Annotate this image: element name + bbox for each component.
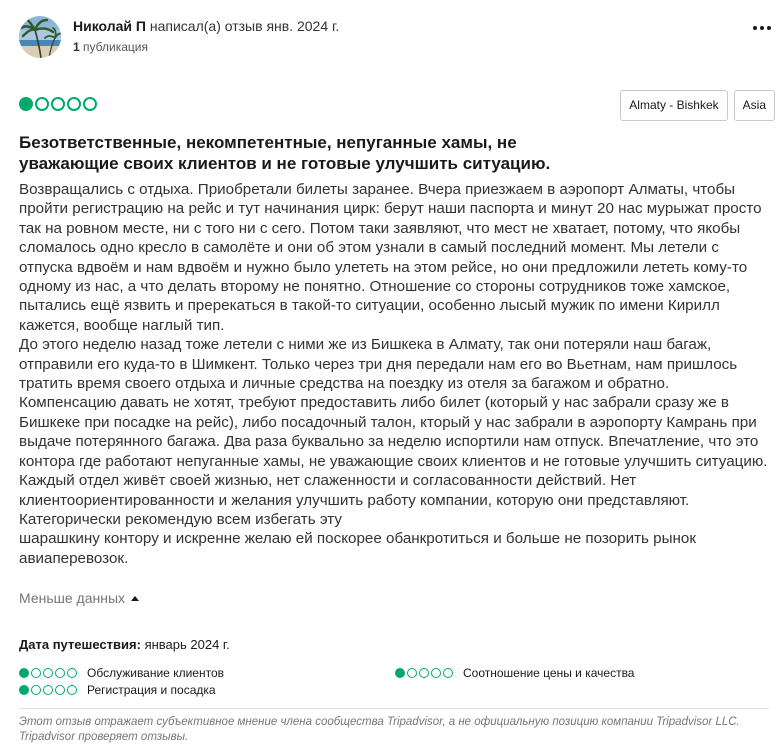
bubble-empty-icon [419,668,429,678]
bubble-filled-icon [19,97,33,111]
review-body [19,180,769,568]
tag-region[interactable]: Asia [734,90,775,121]
avatar-image [19,16,61,58]
travel-date-value: январь 2024 г. [144,637,230,652]
bubble-empty-icon [431,668,441,678]
tag-route[interactable]: Almaty - Bishkek [620,90,727,121]
subrating-bubbles [395,668,453,678]
author-action: написал(а) отзыв янв. 2024 г. [149,18,340,34]
bubble-empty-icon [83,97,97,111]
bubble-filled-icon [395,668,405,678]
caret-up-icon [131,596,139,601]
bubble-empty-icon [407,668,417,678]
subrating-checkin [19,682,216,698]
subrating-bubbles [19,668,77,678]
publications-count: 1 [73,40,80,54]
review-header [19,13,779,63]
publications-label: публикация [83,40,148,54]
bubble-empty-icon [55,685,65,695]
review-title[interactable]: Безответственные, некомпетентные, непуганные хамы, не уважающие своих клиентов и не готовые улучшить ситуацию. [19,133,551,173]
bubble-empty-icon [67,668,77,678]
trip-tags [620,90,775,121]
bubble-empty-icon [31,685,41,695]
review-paragraph: До этого неделю назад тоже летели с ними же из Бишкека в Алмату, так они потеряли наш багаж, отправили его куда-то в Шимкент. Только через три дня передали нам его во Вьетнам, нам пришлось тратить время своего отдыха и личные средства на поездку из отеля за багажом и обратно. Компенсацию давать не хотят, требуют предоставить либо билет (который у нас забрали сразу же в Бишкеке при посадке на рейс), либо посадочный талон, кторый у нас забрали в аэропорту Камрань при выдаче потерянного багажа. Два раза буквально за неделю испортили нам отпуск. Впечатление, что это контора где работают непуганные хамы, не уважающие своих клиентов и не готовые улучшить ситуацию. Каждый отдел живёт своей жизнью, нет слаженности и согласованности действий. Нет клиентоориентированности и желания улучшить работу компании, которую они представляют. Категорически рекомендую всем избегать эту [19,336,768,528]
avatar[interactable] [19,16,61,58]
subrating-value [395,665,634,681]
subrating-label: Обслуживание клиентов [87,666,224,680]
bubble-empty-icon [443,668,453,678]
bubble-empty-icon [67,685,77,695]
author-name[interactable]: Николай П [73,18,146,34]
travel-date [19,636,230,653]
subrating-customer-service [19,665,224,681]
bubble-empty-icon [43,685,53,695]
rating-bubbles [19,97,97,111]
bubble-empty-icon [51,97,65,111]
bubble-empty-icon [31,668,41,678]
more-options-icon[interactable] [753,23,773,33]
subrating-bubbles [19,685,77,695]
author-line [73,17,339,35]
bubble-empty-icon [35,97,49,111]
bubble-empty-icon [55,668,65,678]
subrating-label: Регистрация и посадка [87,683,216,697]
subrating-label: Соотношение цены и качества [463,666,635,680]
show-less-button[interactable] [19,589,139,607]
bubble-empty-icon [43,668,53,678]
review-paragraph: Возвращались с отдыха. Приобретали билеты заранее. Вчера приезжаем в аэропорт Алматы, чтобы пройти регистрацию на рейс и тут начинания цирк: берут наши паспорта и минут 20 нас мурыжат просто так на ровном месте, ни с того ни с сего. Потом таки заявляют, что мест не хватает, потому, что якобы сломалось одно кресло в самолёте и они об этом узнали в самый последний момент. Мы летели с отпуска вдвоём и нам вдвоём и нужно было улететь на этом рейсе, но они предложили лететь кому-то одному из нас, а что делать второму не понятно. Отношение со стороны сотрудников тоже хамское, пытались ещё язвить и пререкаться в такой-то ситуации, особенно лысый мужик по имени Кирилл кажется, вообще наглый тип. [19,181,762,334]
bubble-filled-icon [19,668,29,678]
publications [73,39,148,55]
bubble-empty-icon [67,97,81,111]
travel-date-label: Дата путешествия: [19,637,141,652]
divider [19,708,769,709]
disclaimer: Этот отзыв отражает субъективное мнение члена сообщества Tripadvisor, а не официальную позицию компании Tripadvisor LLC. Tripadvisor проверяет отзывы. [19,716,740,743]
bubble-filled-icon [19,685,29,695]
review-paragraph: шарашкину контору и искренне желаю ей поскорее обанкротиться и больше не позорить рынок авиаперевозок. [19,530,696,567]
show-less-label: Меньше данных [19,590,126,606]
subratings [19,665,719,699]
